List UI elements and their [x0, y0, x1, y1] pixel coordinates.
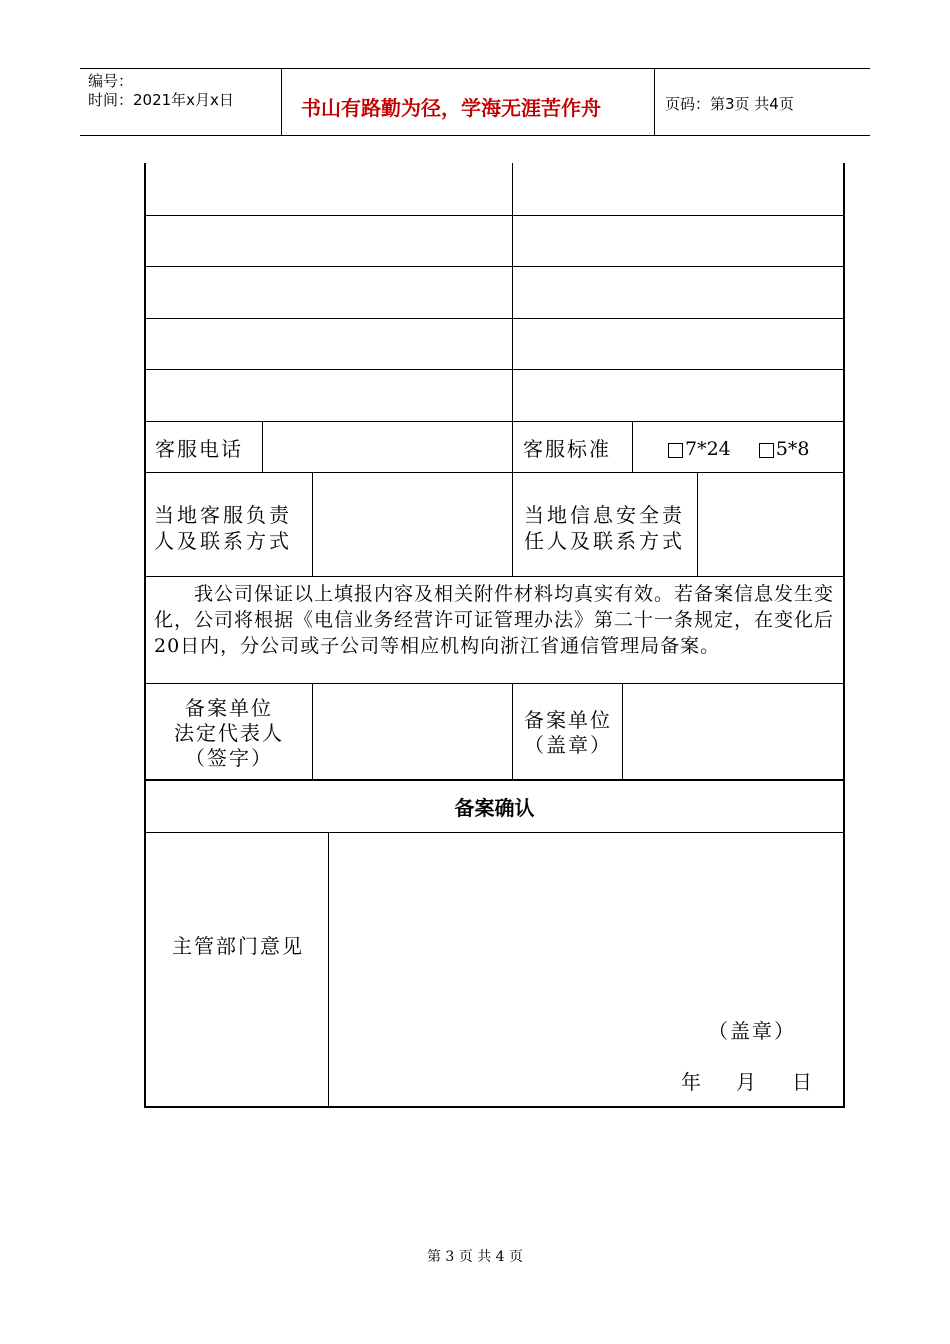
blank-field-cell[interactable] — [146, 165, 511, 214]
header-divider-1 — [281, 68, 282, 135]
header-number-label: 编号： — [88, 72, 134, 90]
column-line — [512, 421, 513, 473]
column-line — [312, 472, 313, 577]
blank-field-cell[interactable] — [146, 217, 511, 265]
local-security-contact-label: 当地信息安全责任人及联系方式 — [524, 503, 685, 553]
legal-rep-label-line1: 备案单位 — [185, 696, 273, 720]
guarantee-statement: 我公司保证以上填报内容及相关附件材料均真实有效。若备案信息发生变化，公司将根据《电信业务经营许可证管理办法》第二十一条规定，在变化后20日内，分公司或子公司等相应机构向浙江省通信管理局备案。 — [154, 583, 835, 657]
blank-field-cell[interactable] — [514, 268, 842, 317]
column-line — [512, 683, 513, 780]
row-line-bold — [144, 779, 844, 781]
column-line — [262, 421, 263, 473]
header-time-label: 时间：2021年x月x日 — [88, 91, 234, 109]
seal-label-line2: （盖章） — [524, 733, 612, 757]
column-line — [622, 683, 623, 780]
seal-label-line1: 备案单位 — [524, 708, 612, 732]
blank-field-cell[interactable] — [514, 371, 842, 420]
service-phone-label: 客服电话 — [155, 437, 243, 461]
legal-rep-signature-field[interactable] — [314, 685, 511, 778]
column-line — [512, 472, 513, 577]
header-motto: 书山有路勤为径，学海无涯苦作舟 — [301, 96, 601, 120]
row-line — [144, 266, 844, 267]
row-line — [144, 472, 844, 473]
option-7x24-label: 7*24 — [685, 438, 731, 460]
stamp-label: （盖章） — [708, 1019, 796, 1043]
dept-opinion-field[interactable] — [330, 834, 842, 1014]
checkbox-5x8[interactable] — [759, 443, 774, 458]
service-standard-label: 客服标准 — [523, 437, 611, 461]
option-5x8-label: 5*8 — [775, 438, 810, 460]
row-line — [144, 318, 844, 319]
blank-field-cell[interactable] — [514, 320, 842, 368]
date-month-label: 月 — [736, 1070, 758, 1094]
column-line — [312, 683, 313, 780]
legal-rep-label-line2: 法定代表人 — [174, 721, 284, 745]
unit-seal-field[interactable] — [624, 685, 842, 778]
dept-opinion-label: 主管部门意见 — [172, 934, 304, 958]
row-line — [144, 576, 844, 577]
header-top-rule — [80, 68, 870, 69]
local-service-contact-label: 当地客服负责人及联系方式 — [154, 503, 292, 553]
confirm-section-title: 备案确认 — [454, 796, 535, 820]
blank-field-cell[interactable] — [514, 217, 842, 265]
date-year-label: 年 — [681, 1070, 703, 1094]
row-line — [144, 832, 844, 833]
blank-field-cell[interactable] — [146, 320, 511, 368]
table-bottom-border — [144, 1106, 845, 1108]
row-line — [144, 369, 844, 370]
header-bottom-rule — [80, 135, 870, 136]
service-phone-field[interactable] — [264, 423, 511, 471]
column-line — [512, 163, 513, 422]
service-standard-options — [668, 437, 810, 461]
row-line — [144, 683, 844, 684]
legal-rep-label-line3: （签字） — [185, 746, 273, 770]
blank-field-cell[interactable] — [514, 165, 842, 214]
header-divider-2 — [654, 68, 655, 135]
row-line — [144, 421, 844, 422]
header-page-label: 页码：第3页 共4页 — [665, 95, 794, 113]
page-footer: 第 3 页 共 4 页 — [426, 1249, 524, 1265]
column-line — [697, 472, 698, 577]
date-day-label: 日 — [792, 1070, 814, 1094]
row-line — [144, 215, 844, 216]
column-line — [632, 421, 633, 473]
column-line — [328, 832, 329, 1107]
blank-field-cell[interactable] — [146, 371, 511, 420]
blank-field-cell[interactable] — [146, 268, 511, 317]
local-security-contact-field[interactable] — [699, 474, 842, 575]
checkbox-7x24[interactable] — [668, 443, 683, 458]
table-right-border — [843, 163, 845, 1108]
local-service-contact-field[interactable] — [314, 474, 511, 575]
